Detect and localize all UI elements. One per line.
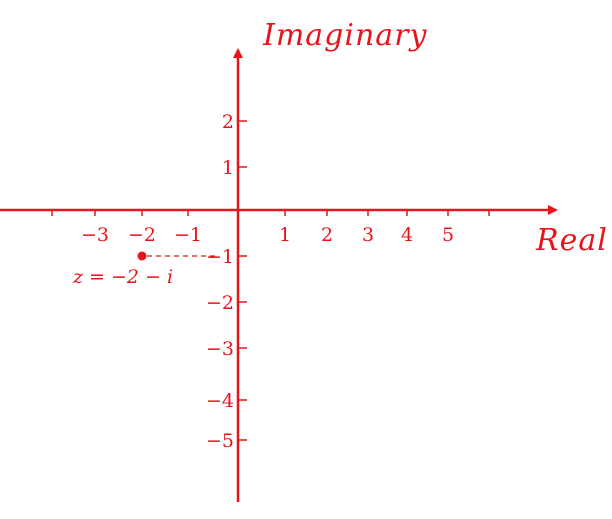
imaginary-tick-label: 2 [221,111,234,133]
real-axis-title: Real [536,223,608,258]
imaginary-axis-title: Imaginary [263,18,428,53]
imaginary-tick-label: −5 [205,430,234,452]
real-tick-label: 2 [320,224,334,246]
point-z-label: z = −2 − i [73,266,174,288]
imaginary-tick-label: −2 [205,292,234,314]
real-tick-label: −3 [80,224,110,246]
real-tick-label: −2 [127,224,157,246]
imaginary-tick-label: −3 [205,338,234,360]
real-tick-label: 3 [361,224,375,246]
imaginary-tick-label: −4 [205,390,234,412]
imaginary-tick-label: −1 [205,246,234,268]
imaginary-tick-label: 1 [221,157,234,179]
imaginary-axis-ticks [206,111,247,452]
real-tick-label: −1 [173,224,203,246]
real-tick-label: 5 [441,224,455,246]
real-axis-ticks [81,210,454,246]
real-tick-label: 4 [400,224,414,246]
real-tick-label: 1 [278,224,292,246]
point-z [138,252,147,261]
